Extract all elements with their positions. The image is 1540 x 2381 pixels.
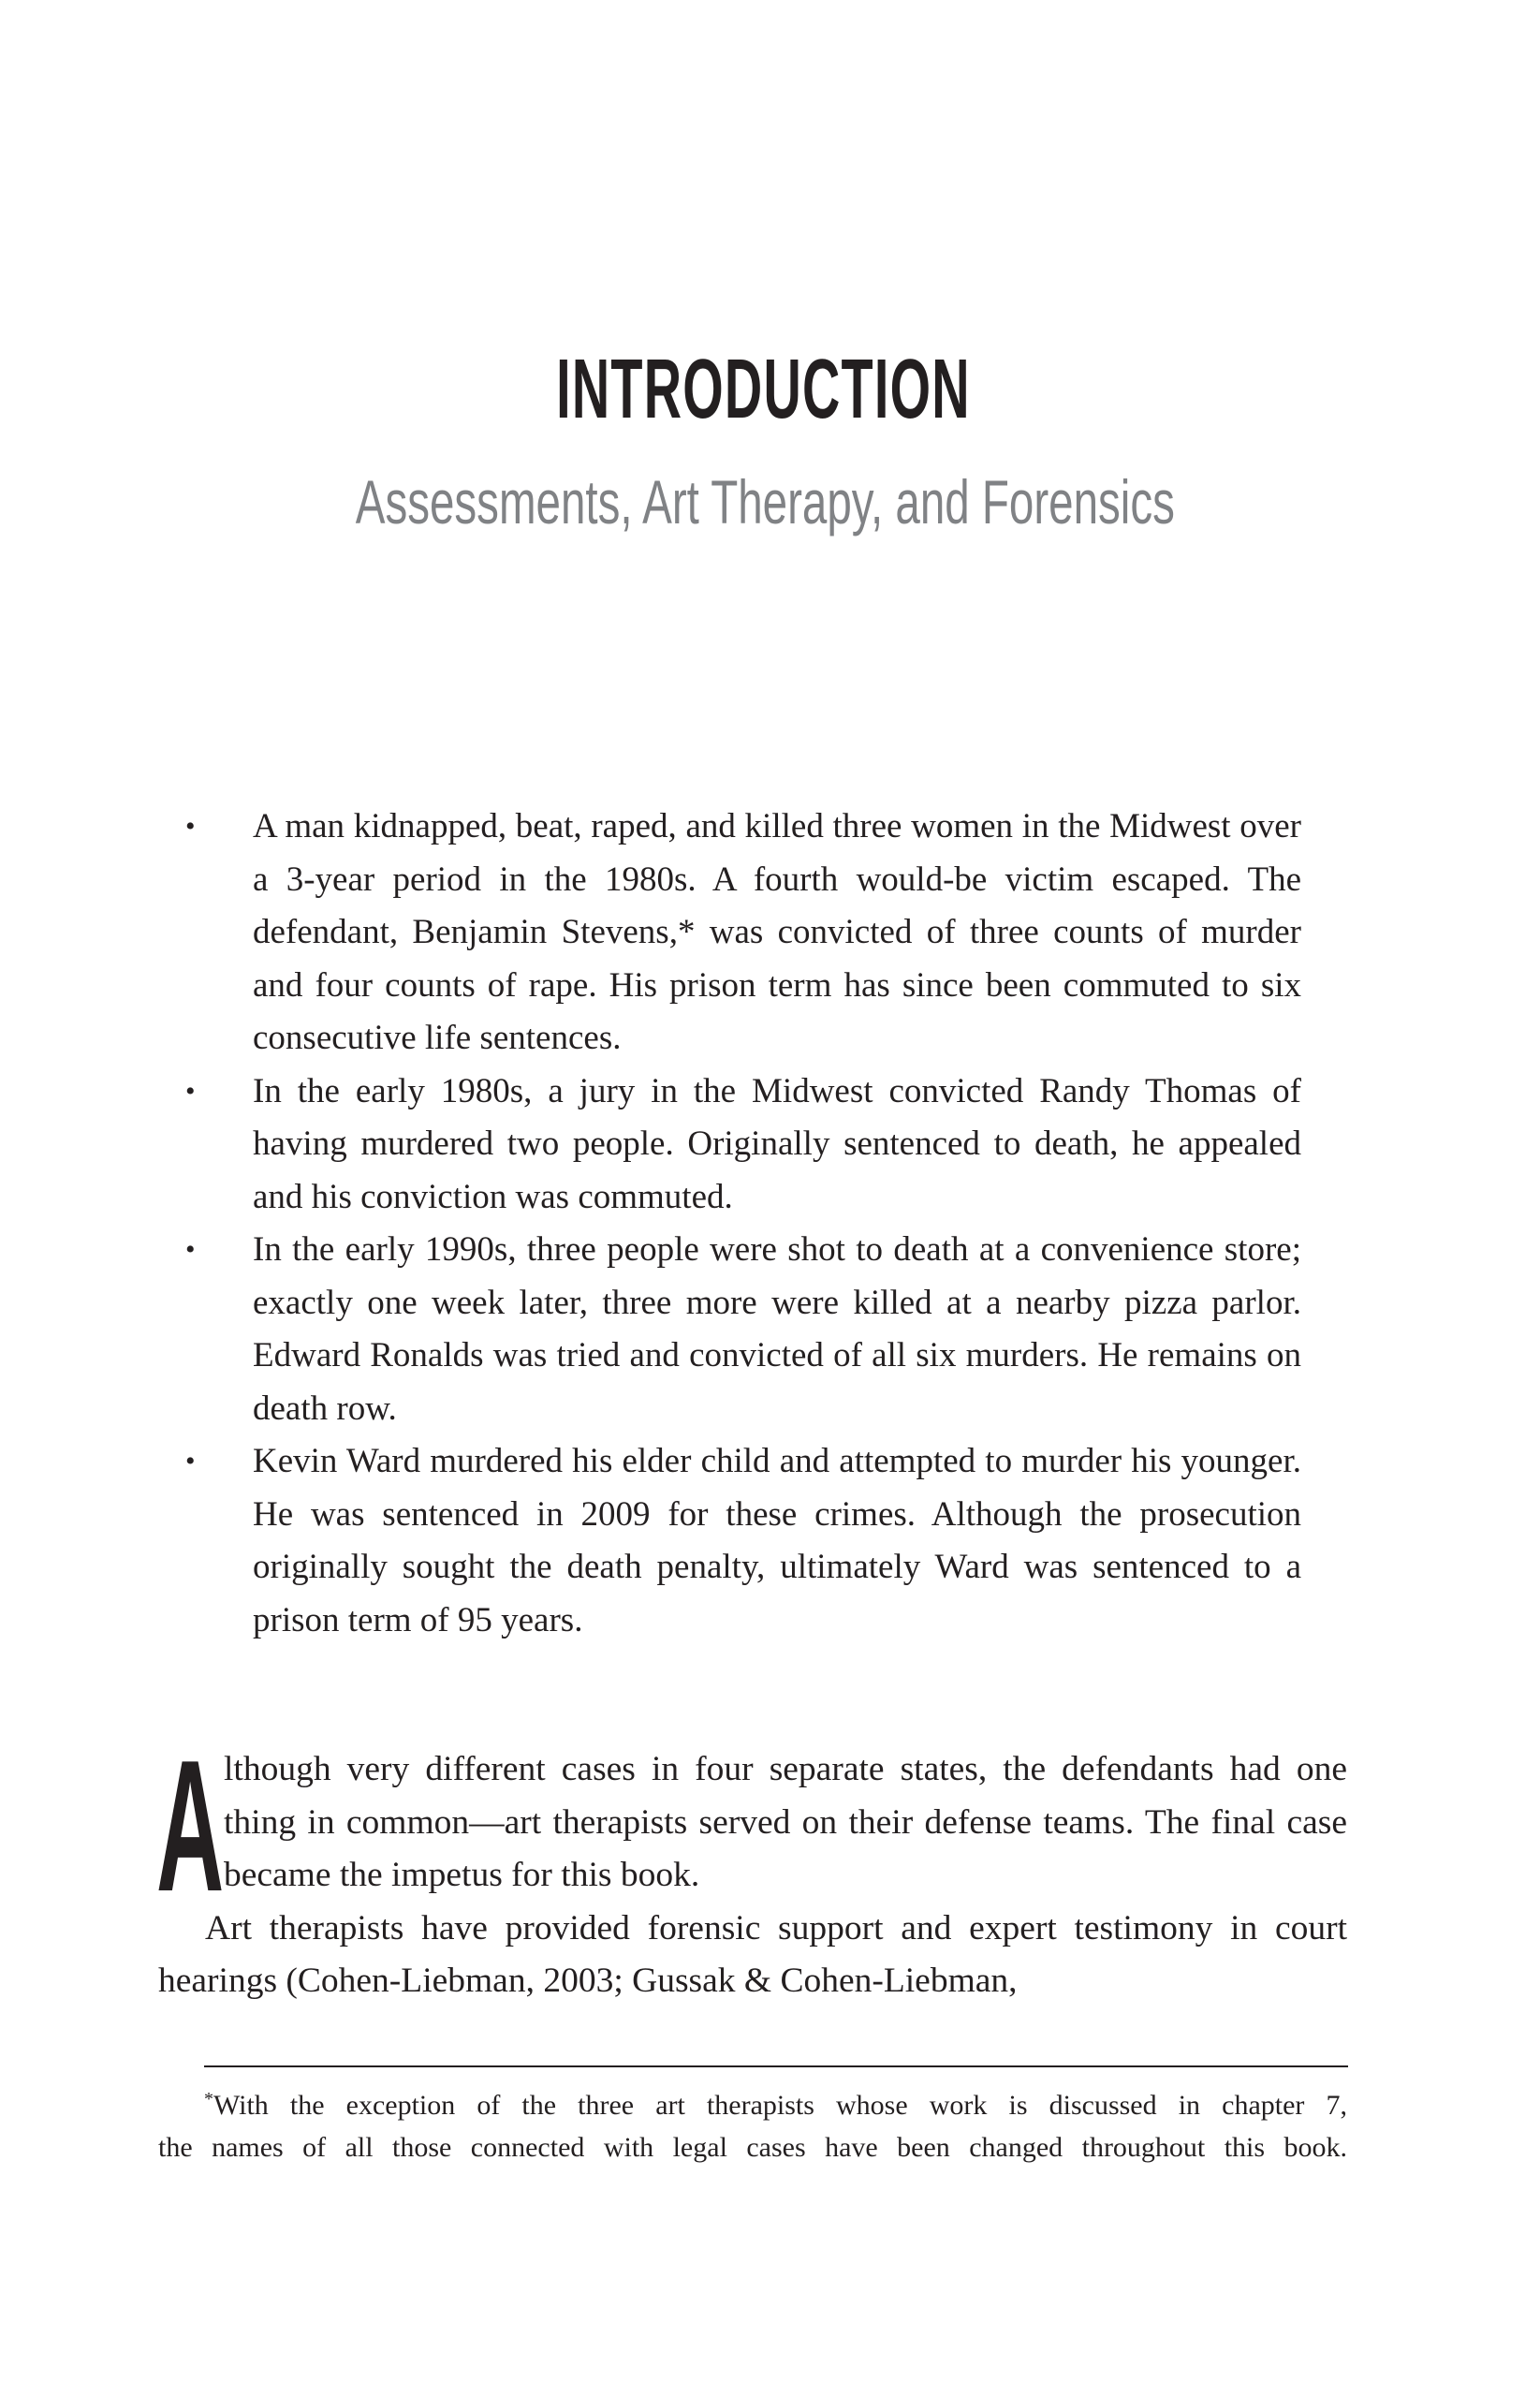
footnote-line: the names of all those connected with legal cases have been changed throughout this book. <box>158 2132 1347 2163</box>
body-text <box>156 1722 1347 2008</box>
footnote-divider <box>204 2065 1348 2067</box>
case-list-item <box>178 801 1301 1066</box>
paragraph <box>156 1722 1347 1931</box>
bullet-icon: • <box>185 811 196 842</box>
bullet-icon: • <box>185 1075 196 1107</box>
case-text: Kevin Ward murdered his elder child and attempted to murder his younger. He was sentenced in 2009 for these crimes. Although the prosecution originally sought the death penalty, ultimately Ward was sentenced to a prison term of 95 years. <box>253 1442 1301 1639</box>
footnote-text: With the exception of the three art therapists whose work is discussed in chapter 7, <box>213 2090 1347 2121</box>
paragraph-text: lthough very different cases in four separate states, the defendants had one thing in common—art therapists served on their defense teams. The final case became the impetus for this book. <box>224 1750 1347 1894</box>
chapter-subtitle: Assessments, Art Therapy, and Forensics <box>355 467 1175 536</box>
case-list-item <box>178 1224 1301 1435</box>
chapter-title: INTRODUCTION <box>556 343 971 436</box>
paragraph: Art therapists have provided forensic support and expert testimony in court hearings (Cohen-Liebman, 2003; Gussak & Cohen-Liebman, <box>158 1908 1347 2000</box>
case-list-item <box>178 1066 1301 1225</box>
footnote-marker: * <box>204 2089 213 2109</box>
case-text: A man kidnapped, beat, raped, and killed three women in the Midwest over a 3-year period in the 1980s. A fourth would-be victim escaped. The defendant, Benjamin Stevens,* was convicted of three counts of murder and four counts of rape. His prison term has since been commuted to six consecutive life sentences. <box>253 807 1301 1057</box>
case-text: In the early 1980s, a jury in the Midwest convicted Randy Thomas of having murdered two people. Originally sentenced to death, he appealed and his conviction was commuted. <box>253 1071 1301 1216</box>
bullet-icon: • <box>185 1446 196 1477</box>
case-list-item <box>178 1435 1301 1647</box>
drop-cap: A <box>156 1722 225 1931</box>
bullet-icon: • <box>185 1234 196 1265</box>
footnote-line <box>158 2079 1347 2126</box>
case-list <box>178 801 1301 1647</box>
case-text: In the early 1990s, three people were shot to death at a convenience store; exactly one week later, three more were killed at a nearby pizza parlor. Edward Ronalds was tried and convicted of all six murders. He remains on death row. <box>253 1230 1301 1428</box>
footnote <box>158 2079 1347 2168</box>
